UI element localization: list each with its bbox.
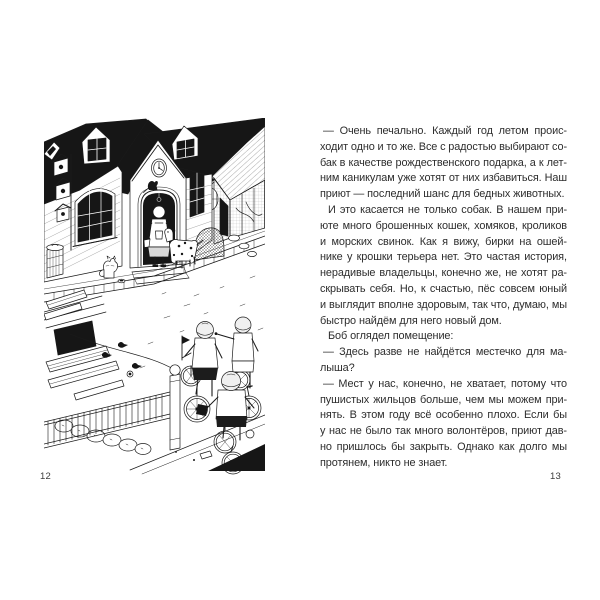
text-line: нять. В этом году всё особенно плохо. Если бы (320, 409, 567, 422)
text-line: Боб оглядел помещение: (328, 330, 454, 343)
text-line: и морских свинок. Как я вижу, бирки на ошей- (320, 235, 567, 248)
text-line: скрывать себя. Но, к счастью, пёс совсем юный (320, 282, 567, 295)
garden (44, 290, 175, 455)
text-line: и выглядит вполне здоровым, так что, думаю, мы (320, 298, 567, 311)
book-illustration (44, 118, 265, 477)
text-line: ним каникулам уже хотят от них избавиться. Наш (320, 172, 567, 185)
paper-scrap (200, 451, 212, 459)
page-number-left: 12 (40, 471, 51, 482)
text-line: нике у крошки терьера нет. Это частая история, (320, 251, 567, 264)
text-line: протянем, никто не знает. (320, 456, 448, 469)
text-line: у нас не было так много волонтёров, приют дав- (320, 425, 567, 438)
paragraph (320, 377, 567, 472)
side-window (190, 173, 204, 217)
text-line: — Мест у нас, конечно, не хватает, потому что (323, 377, 567, 390)
text-line: — Здесь разве не найдётся местечко для ма- (323, 346, 567, 359)
stepping-stones (229, 235, 257, 257)
text-line: пушистых жильцов больше, чем мы можем при- (320, 393, 567, 406)
text-line: ходит одно и то же. Все с радостью выбирают со- (320, 140, 567, 153)
trash-can (47, 244, 64, 278)
text-line: И это касается не только собак. В нашем при- (328, 203, 567, 216)
garden-sign (54, 321, 96, 355)
paragraph (320, 203, 567, 329)
page-number-right: 13 (550, 471, 561, 482)
text-column (320, 124, 567, 472)
perched-bird (148, 181, 158, 190)
text-line: лыша? (320, 361, 355, 374)
cyclists (181, 317, 261, 474)
text-line: — Очень печально. Каждый год летом проис- (323, 125, 567, 137)
text-line: но пришлось бы закрыть. Однако как долго мы (320, 440, 567, 453)
bushes (55, 420, 151, 455)
text-line: бак в качестве рождественского подарка, а к лет- (320, 156, 567, 169)
text-line: быстро найдём для него новый дом. (320, 314, 502, 327)
paragraph (320, 329, 567, 345)
gate-post (170, 365, 180, 450)
paragraph (320, 124, 567, 203)
text-line: юте много брошенных кошек, хомяков, кроликов (320, 219, 567, 232)
text-line: нерадивые владельцы, конечно же, не хотят ра- (320, 267, 567, 280)
text-line: приют — последний шанс для бедных животных. (320, 188, 565, 201)
paragraph (320, 345, 567, 377)
